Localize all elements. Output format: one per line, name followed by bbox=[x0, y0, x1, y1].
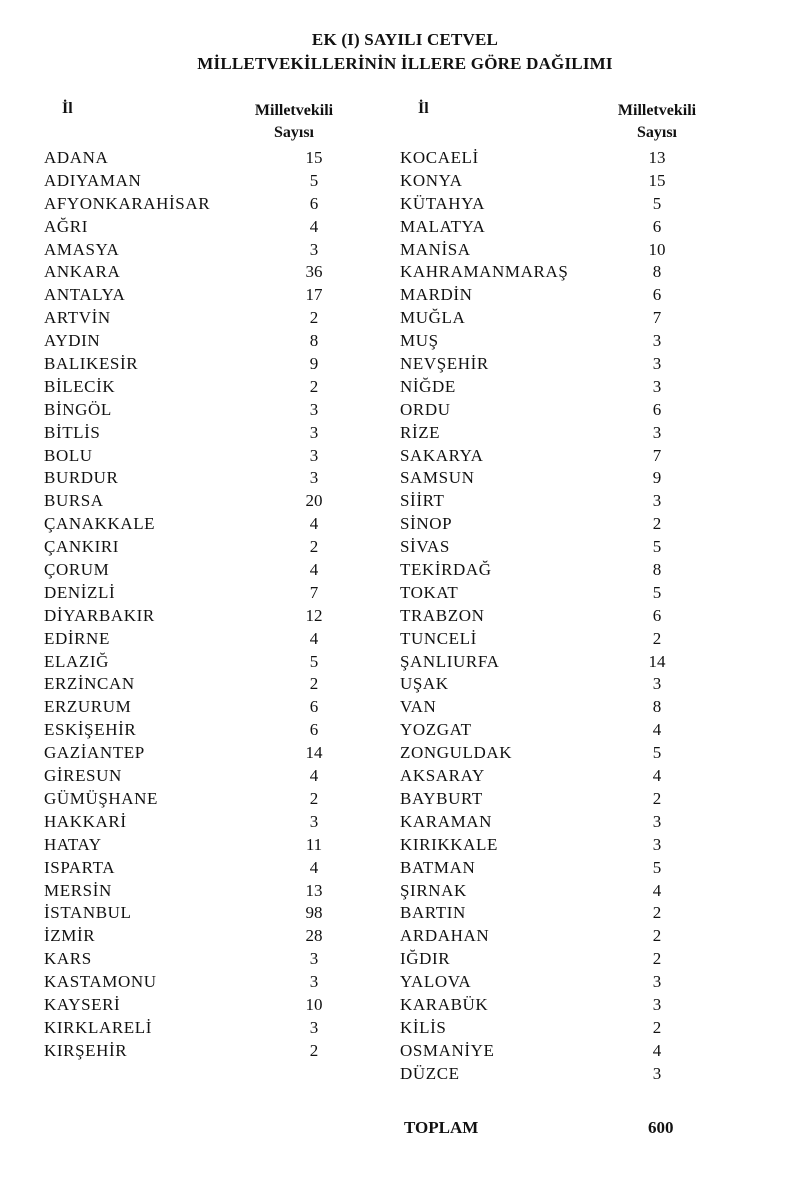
deputy-count: 2 bbox=[652, 628, 662, 648]
deputy-count: 28 bbox=[305, 926, 323, 946]
province-name: DİYARBAKIR bbox=[44, 605, 155, 625]
deputy-count: 2 bbox=[652, 1017, 662, 1037]
deputy-count: 2 bbox=[309, 788, 319, 808]
deputy-count: 2 bbox=[652, 788, 662, 808]
deputy-count: 3 bbox=[309, 468, 319, 488]
deputy-count: 3 bbox=[652, 491, 662, 511]
deputy-count: 3 bbox=[652, 972, 662, 992]
deputy-count: 4 bbox=[309, 857, 319, 877]
deputy-count: 13 bbox=[648, 148, 666, 167]
province-name: SİNOP bbox=[400, 514, 453, 534]
deputy-count: 36 bbox=[305, 262, 323, 282]
province-name: MUŞ bbox=[400, 331, 439, 351]
province-name: HATAY bbox=[44, 834, 102, 854]
province-name: BAYBURT bbox=[400, 788, 483, 808]
deputy-count: 20 bbox=[305, 491, 323, 511]
deputy-count: 2 bbox=[309, 537, 319, 557]
deputy-count: 6 bbox=[652, 399, 662, 419]
province-name: NEVŞEHİR bbox=[400, 354, 489, 374]
province-name: UŞAK bbox=[400, 674, 449, 694]
province-name: KİLİS bbox=[400, 1017, 447, 1037]
left-header-il: İl bbox=[62, 100, 73, 117]
total-label: TOPLAM bbox=[404, 1118, 479, 1137]
deputy-count: 2 bbox=[652, 903, 662, 923]
deputy-count: 8 bbox=[652, 697, 662, 717]
province-name: SAMSUN bbox=[400, 468, 475, 488]
deputy-count: 6 bbox=[309, 193, 319, 213]
deputy-count: 8 bbox=[652, 560, 662, 580]
province-name: ÇANAKKALE bbox=[44, 514, 156, 534]
deputy-count: 7 bbox=[309, 582, 319, 602]
deputy-count: 3 bbox=[652, 994, 662, 1014]
province-name: KÜTAHYA bbox=[400, 193, 485, 213]
deputy-count: 3 bbox=[652, 674, 662, 694]
deputy-count: 3 bbox=[309, 239, 319, 259]
deputy-count: 5 bbox=[309, 651, 319, 671]
deputy-count: 2 bbox=[309, 674, 319, 694]
deputy-count: 2 bbox=[652, 514, 662, 534]
province-name: BALIKESİR bbox=[44, 354, 139, 374]
deputy-count: 7 bbox=[652, 308, 662, 328]
deputy-count: 6 bbox=[309, 720, 319, 740]
deputy-count: 9 bbox=[652, 468, 662, 488]
province-name: ANTALYA bbox=[44, 285, 126, 305]
deputy-count: 4 bbox=[309, 766, 319, 786]
deputy-count: 10 bbox=[648, 239, 666, 259]
province-name: MERSİN bbox=[44, 880, 112, 900]
province-name: ARDAHAN bbox=[400, 926, 490, 946]
province-name: MUĞLA bbox=[400, 308, 466, 328]
deputy-count: 3 bbox=[652, 834, 662, 854]
province-name: KAYSERİ bbox=[44, 994, 121, 1014]
deputy-count: 4 bbox=[309, 560, 319, 580]
province-name: KARAMAN bbox=[400, 811, 493, 831]
left-header-count-line1: Milletvekili bbox=[254, 102, 334, 119]
province-name: DENİZLİ bbox=[44, 582, 116, 602]
deputy-count: 14 bbox=[305, 743, 323, 763]
province-name: ARTVİN bbox=[44, 308, 111, 328]
province-name: AĞRI bbox=[44, 216, 88, 236]
province-name: BİLECİK bbox=[44, 376, 116, 396]
province-name: KIRŞEHİR bbox=[44, 1040, 128, 1060]
deputy-count: 4 bbox=[309, 216, 319, 236]
province-name: TOKAT bbox=[400, 582, 459, 602]
province-name: ISPARTA bbox=[44, 857, 116, 877]
province-name: BİTLİS bbox=[44, 422, 101, 442]
deputy-count: 15 bbox=[648, 170, 666, 190]
deputy-count: 4 bbox=[652, 720, 662, 740]
province-name: TUNCELİ bbox=[400, 628, 477, 648]
deputy-count: 7 bbox=[652, 445, 662, 465]
province-name: KARS bbox=[44, 949, 92, 969]
deputy-count: 5 bbox=[652, 582, 662, 602]
province-name: MANİSA bbox=[400, 239, 471, 259]
deputy-count: 3 bbox=[652, 811, 662, 831]
province-name: BARTIN bbox=[400, 903, 466, 923]
province-name: KASTAMONU bbox=[44, 972, 157, 992]
province-name: İZMİR bbox=[44, 926, 96, 946]
province-name: BATMAN bbox=[400, 857, 476, 877]
deputy-count: 2 bbox=[309, 1040, 319, 1060]
deputy-count: 6 bbox=[652, 605, 662, 625]
document-title: EK (I) SAYILI CETVEL bbox=[311, 30, 499, 49]
deputy-count: 5 bbox=[652, 743, 662, 763]
province-name: BİNGÖL bbox=[44, 399, 112, 419]
deputy-count: 3 bbox=[309, 972, 319, 992]
deputy-count: 2 bbox=[652, 926, 662, 946]
province-name: AKSARAY bbox=[400, 766, 485, 786]
province-name: KIRIKKALE bbox=[400, 834, 498, 854]
province-name: OSMANİYE bbox=[400, 1040, 495, 1060]
province-name: TRABZON bbox=[400, 605, 485, 625]
deputy-count: 13 bbox=[305, 880, 323, 900]
right-header-count bbox=[587, 100, 727, 144]
province-name: MARDİN bbox=[400, 285, 473, 305]
deputy-count: 6 bbox=[309, 697, 319, 717]
deputy-count: 9 bbox=[309, 354, 319, 374]
province-name: ERZURUM bbox=[44, 697, 132, 717]
province-name: SİİRT bbox=[400, 491, 445, 511]
right-header-il: İl bbox=[418, 100, 429, 117]
province-name: EDİRNE bbox=[44, 628, 110, 648]
deputy-count: 4 bbox=[309, 514, 319, 534]
province-name: ÇANKIRI bbox=[44, 537, 120, 557]
deputy-count: 2 bbox=[309, 376, 319, 396]
deputy-count: 2 bbox=[309, 308, 319, 328]
province-name: ERZİNCAN bbox=[44, 674, 135, 694]
deputy-count: 12 bbox=[305, 605, 323, 625]
deputy-count: 6 bbox=[652, 216, 662, 236]
province-name: KIRKLARELİ bbox=[44, 1017, 152, 1037]
left-header-count-line2: Sayısı bbox=[273, 124, 314, 141]
province-name: ZONGULDAK bbox=[400, 743, 513, 763]
deputy-count: 3 bbox=[309, 422, 319, 442]
province-name: ANKARA bbox=[44, 262, 121, 282]
deputy-count: 5 bbox=[652, 537, 662, 557]
province-name: ŞANLIURFA bbox=[400, 651, 500, 671]
deputy-count: 4 bbox=[652, 766, 662, 786]
deputy-count: 3 bbox=[652, 422, 662, 442]
province-name: KARABÜK bbox=[400, 994, 489, 1014]
deputy-count: 3 bbox=[309, 445, 319, 465]
province-name: MALATYA bbox=[400, 216, 486, 236]
province-name: ADIYAMAN bbox=[44, 170, 142, 190]
deputy-count: 8 bbox=[309, 331, 319, 351]
right-header-count-line2: Sayısı bbox=[636, 124, 677, 141]
province-name: RİZE bbox=[400, 422, 441, 442]
province-name: KONYA bbox=[400, 170, 463, 190]
province-name: YALOVA bbox=[400, 972, 472, 992]
deputy-count: 3 bbox=[652, 376, 662, 396]
province-name: NİĞDE bbox=[400, 376, 456, 396]
deputy-count: 11 bbox=[305, 834, 323, 854]
deputy-count: 2 bbox=[652, 949, 662, 969]
province-name: ORDU bbox=[400, 399, 451, 419]
deputy-count: 5 bbox=[309, 170, 319, 190]
deputy-count: 3 bbox=[652, 331, 662, 351]
deputy-count: 98 bbox=[305, 903, 323, 923]
province-name: GÜMÜŞHANE bbox=[44, 788, 159, 808]
deputy-count: 3 bbox=[309, 1017, 319, 1037]
province-name: IĞDIR bbox=[400, 949, 451, 969]
province-name: ADANA bbox=[44, 148, 109, 167]
province-name: YOZGAT bbox=[400, 720, 472, 740]
deputy-count: 6 bbox=[652, 285, 662, 305]
deputy-count: 3 bbox=[309, 949, 319, 969]
province-name: TEKİRDAĞ bbox=[400, 560, 492, 580]
deputy-count: 4 bbox=[652, 880, 662, 900]
province-name: GAZİANTEP bbox=[44, 743, 145, 763]
province-name: ŞIRNAK bbox=[400, 880, 467, 900]
province-name: ESKİŞEHİR bbox=[44, 720, 137, 740]
province-name: HAKKARİ bbox=[44, 811, 127, 831]
province-name: İSTANBUL bbox=[44, 903, 132, 923]
province-name: VAN bbox=[400, 697, 437, 717]
deputy-count: 4 bbox=[652, 1040, 662, 1060]
deputy-count: 3 bbox=[652, 354, 662, 374]
deputy-count: 3 bbox=[309, 811, 319, 831]
province-name: SİVAS bbox=[400, 537, 450, 557]
deputy-count: 17 bbox=[305, 285, 323, 305]
province-name: SAKARYA bbox=[400, 445, 484, 465]
deputy-count: 3 bbox=[652, 1063, 662, 1083]
province-name: DÜZCE bbox=[400, 1063, 460, 1083]
province-name: ÇORUM bbox=[44, 560, 110, 580]
deputy-count: 4 bbox=[309, 628, 319, 648]
province-name: AYDIN bbox=[44, 331, 101, 351]
province-name: AMASYA bbox=[44, 239, 120, 259]
province-name: BURSA bbox=[44, 491, 104, 511]
deputy-count: 8 bbox=[652, 262, 662, 282]
total-value: 600 bbox=[648, 1118, 674, 1137]
province-name: BOLU bbox=[44, 445, 93, 465]
province-name: GİRESUN bbox=[44, 766, 122, 786]
deputy-count: 3 bbox=[309, 399, 319, 419]
province-name: ELAZIĞ bbox=[44, 651, 109, 671]
province-name: AFYONKARAHİSAR bbox=[44, 193, 211, 213]
province-name: KAHRAMANMARAŞ bbox=[400, 262, 569, 282]
deputy-count: 10 bbox=[305, 994, 323, 1014]
deputy-count: 14 bbox=[648, 651, 666, 671]
deputy-count: 5 bbox=[652, 193, 662, 213]
right-header-count-line1: Milletvekili bbox=[617, 102, 697, 119]
province-name: BURDUR bbox=[44, 468, 119, 488]
document-subtitle: MİLLETVEKİLLERİNİN İLLERE GÖRE DAĞILIMI bbox=[197, 54, 613, 73]
deputy-count: 15 bbox=[305, 148, 323, 167]
province-name: KOCAELİ bbox=[400, 148, 479, 167]
left-header-count bbox=[224, 100, 364, 144]
deputy-count: 5 bbox=[652, 857, 662, 877]
